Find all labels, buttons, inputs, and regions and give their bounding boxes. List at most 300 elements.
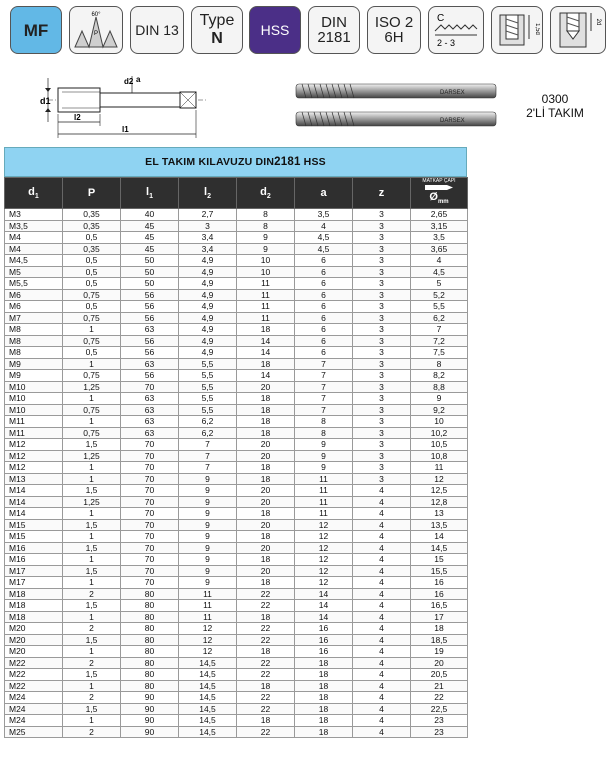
table-cell: 3,4	[179, 243, 237, 255]
table-cell: 0,5	[63, 232, 121, 244]
table-cell: 22,5	[411, 703, 468, 715]
table-cell: 3,4	[179, 232, 237, 244]
table-cell: 2	[63, 692, 121, 704]
table-cell: 80	[121, 646, 179, 658]
table-cell: 4	[353, 542, 411, 554]
table-cell: 3	[353, 232, 411, 244]
table-cell: 10,2	[411, 427, 468, 439]
table-cell: M24	[5, 715, 63, 727]
drill-header-caption: MATKAP ÇAPI	[422, 178, 456, 184]
table-cell: 90	[121, 692, 179, 704]
table-cell: 4	[353, 565, 411, 577]
table-cell: 2,7	[179, 209, 237, 221]
table-cell: 2	[63, 588, 121, 600]
table-cell: M8	[5, 324, 63, 336]
table-row	[5, 324, 468, 336]
table-cell: 7	[295, 404, 353, 416]
table-cell: 11	[295, 496, 353, 508]
table-cell: 63	[121, 393, 179, 405]
table-cell: 18	[237, 324, 295, 336]
table-cell: 7	[179, 450, 237, 462]
table-cell: 7,5	[411, 347, 468, 359]
table-cell: 3	[353, 278, 411, 290]
table-cell: 9	[237, 232, 295, 244]
chamfer-label: C	[437, 13, 445, 24]
chamfer-value: 2 - 3	[437, 38, 456, 48]
table-cell: 70	[121, 473, 179, 485]
table-title-prefix: EL TAKIM KILAVUZU DIN	[145, 156, 275, 168]
table-cell: 6	[295, 312, 353, 324]
table-cell: 20	[237, 485, 295, 497]
table-cell: 1,5	[63, 485, 121, 497]
table-cell: 80	[121, 680, 179, 692]
table-row	[5, 634, 468, 646]
table-cell: 18	[411, 623, 468, 635]
table-cell: 19	[411, 646, 468, 658]
table-cell: 1	[63, 393, 121, 405]
table-cell: 4,5	[295, 232, 353, 244]
table-row	[5, 278, 468, 290]
table-cell: 8	[237, 209, 295, 221]
table-cell: M10	[5, 404, 63, 416]
table-cell: 4	[353, 600, 411, 612]
table-cell: 9,2	[411, 404, 468, 416]
table-row	[5, 485, 468, 497]
table-cell: 11	[295, 508, 353, 520]
col-header-l2: $l_2$	[179, 178, 237, 209]
table-cell: 17	[411, 611, 468, 623]
din2181-line1: DIN	[321, 14, 347, 31]
table-cell: 11	[179, 611, 237, 623]
table-cell: M24	[5, 692, 63, 704]
table-cell: 1	[63, 473, 121, 485]
diameter-symbol: Ø	[429, 191, 438, 203]
table-cell: 5	[411, 278, 468, 290]
table-cell: 18	[237, 680, 295, 692]
table-row	[5, 588, 468, 600]
a-dimension-label: a	[136, 75, 141, 84]
table-cell: 18	[237, 462, 295, 474]
table-row	[5, 542, 468, 554]
table-cell: M4	[5, 243, 63, 255]
table-cell: 5,5	[179, 381, 237, 393]
table-cell: 4	[353, 646, 411, 658]
table-cell: 18	[295, 726, 353, 738]
table-cell: 70	[121, 519, 179, 531]
table-cell: M3,5	[5, 220, 63, 232]
thread-profile-icon	[72, 9, 120, 51]
table-cell: M12	[5, 450, 63, 462]
table-cell: M22	[5, 657, 63, 669]
table-cell: 0,5	[63, 347, 121, 359]
table-cell: 14	[295, 600, 353, 612]
table-cell: 14	[237, 370, 295, 382]
table-cell: 56	[121, 312, 179, 324]
table-cell: 1,5	[63, 600, 121, 612]
table-cell: 90	[121, 703, 179, 715]
table-cell: 20	[411, 657, 468, 669]
table-cell: 8	[295, 427, 353, 439]
table-row	[5, 715, 468, 727]
chamfer-icon	[431, 9, 481, 51]
table-cell: 56	[121, 347, 179, 359]
table-cell: 1	[63, 324, 121, 336]
table-cell: M22	[5, 669, 63, 681]
table-row	[5, 657, 468, 669]
table-cell: 15,5	[411, 565, 468, 577]
table-row	[5, 393, 468, 405]
table-cell: 13,5	[411, 519, 468, 531]
table-cell: 11	[237, 289, 295, 301]
table-cell: 18	[237, 473, 295, 485]
table-cell: 63	[121, 416, 179, 428]
table-cell: 50	[121, 255, 179, 267]
table-cell: 13	[411, 508, 468, 520]
din13-label: DIN 13	[135, 21, 179, 38]
table-cell: 2,65	[411, 209, 468, 221]
table-cell: 5,5	[179, 358, 237, 370]
table-cell: 70	[121, 565, 179, 577]
table-row	[5, 232, 468, 244]
table-cell: 1,5	[63, 519, 121, 531]
table-cell: 4	[353, 508, 411, 520]
table-cell: 11	[179, 600, 237, 612]
table-row	[5, 289, 468, 301]
table-cell: M20	[5, 634, 63, 646]
table-cell: 4	[353, 726, 411, 738]
chamfer-badge	[428, 6, 484, 54]
table-cell: 8,8	[411, 381, 468, 393]
table-cell: 3	[353, 427, 411, 439]
table-cell: 0,35	[63, 243, 121, 255]
table-cell: 63	[121, 358, 179, 370]
table-cell: 3	[353, 462, 411, 474]
table-cell: 12	[295, 577, 353, 589]
table-row	[5, 312, 468, 324]
table-cell: 14,5	[179, 669, 237, 681]
table-cell: 12	[411, 473, 468, 485]
table-cell: 4,9	[179, 301, 237, 313]
table-cell: M8	[5, 347, 63, 359]
table-cell: 18	[237, 358, 295, 370]
table-cell: 10	[237, 266, 295, 278]
table-cell: 3	[353, 301, 411, 313]
table-cell: 14,5	[179, 680, 237, 692]
table-cell: M10	[5, 393, 63, 405]
table-cell: 70	[121, 462, 179, 474]
table-cell: 0,75	[63, 335, 121, 347]
table-cell: M18	[5, 588, 63, 600]
table-cell: 22	[411, 692, 468, 704]
table-row	[5, 301, 468, 313]
table-cell: 11	[411, 462, 468, 474]
table-cell: 1	[63, 416, 121, 428]
table-cell: 20	[237, 496, 295, 508]
table-cell: 1	[63, 358, 121, 370]
table-cell: 16	[295, 623, 353, 635]
table-cell: 4	[411, 255, 468, 267]
table-cell: 0,35	[63, 220, 121, 232]
table-cell: 6	[295, 266, 353, 278]
table-row	[5, 623, 468, 635]
table-cell: 22	[237, 669, 295, 681]
table-cell: 1	[63, 646, 121, 658]
table-cell: 4	[353, 485, 411, 497]
table-cell: 12	[295, 519, 353, 531]
table-cell: 0,75	[63, 289, 121, 301]
table-cell: 6	[295, 255, 353, 267]
table-cell: 7	[411, 324, 468, 336]
l1-dimension-label: l1	[122, 125, 129, 134]
table-cell: 14,5	[179, 657, 237, 669]
table-cell: 4	[353, 692, 411, 704]
table-row	[5, 209, 468, 221]
table-cell: 14	[237, 335, 295, 347]
table-cell: 1	[63, 611, 121, 623]
table-cell: 22	[237, 623, 295, 635]
table-cell: 50	[121, 266, 179, 278]
table-cell: 6	[295, 289, 353, 301]
table-cell: 4	[353, 519, 411, 531]
table-cell: M16	[5, 542, 63, 554]
table-cell: 20,5	[411, 669, 468, 681]
table-cell: 8	[295, 416, 353, 428]
table-cell: 18	[237, 531, 295, 543]
table-row	[5, 335, 468, 347]
table-cell: M7	[5, 312, 63, 324]
table-cell: 22	[237, 600, 295, 612]
table-row	[5, 255, 468, 267]
table-cell: 80	[121, 588, 179, 600]
table-cell: 45	[121, 232, 179, 244]
table-cell: 3	[353, 312, 411, 324]
table-cell: 14,5	[179, 692, 237, 704]
table-cell: 56	[121, 335, 179, 347]
table-row	[5, 519, 468, 531]
table-cell: 10	[411, 416, 468, 428]
table-row	[5, 450, 468, 462]
table-cell: 4,9	[179, 266, 237, 278]
table-cell: M15	[5, 531, 63, 543]
table-cell: 70	[121, 508, 179, 520]
table-cell: M8	[5, 335, 63, 347]
table-cell: 70	[121, 531, 179, 543]
table-cell: 12,8	[411, 496, 468, 508]
table-cell: 3	[353, 243, 411, 255]
table-cell: M20	[5, 623, 63, 635]
table-cell: 12	[295, 554, 353, 566]
table-cell: 1,5	[63, 669, 121, 681]
table-cell: M14	[5, 496, 63, 508]
table-cell: 3	[353, 450, 411, 462]
table-cell: 6,2	[179, 416, 237, 428]
mf-badge	[10, 6, 62, 54]
depth1-value: 1,5d	[534, 23, 540, 35]
table-cell: 20	[237, 565, 295, 577]
table-cell: M12	[5, 439, 63, 451]
table-cell: 22	[237, 588, 295, 600]
table-cell: 22	[237, 634, 295, 646]
table-cell: 8	[411, 358, 468, 370]
table-cell: 11	[295, 485, 353, 497]
table-row	[5, 496, 468, 508]
table-cell: 45	[121, 243, 179, 255]
table-title-suffix: HSS	[300, 156, 326, 168]
table-cell: 70	[121, 554, 179, 566]
table-cell: 12	[295, 531, 353, 543]
table-cell: 5,5	[179, 404, 237, 416]
type-value: N	[211, 30, 223, 47]
table-cell: 45	[121, 220, 179, 232]
table-cell: 9	[411, 393, 468, 405]
table-cell: 16	[411, 588, 468, 600]
table-cell: 4	[353, 715, 411, 727]
table-cell: M22	[5, 680, 63, 692]
table-cell: 0,5	[63, 255, 121, 267]
table-cell: 70	[121, 577, 179, 589]
table-cell: 70	[121, 496, 179, 508]
table-row	[5, 554, 468, 566]
table-cell: 14	[295, 611, 353, 623]
table-cell: M24	[5, 703, 63, 715]
table-cell: 7	[295, 381, 353, 393]
table-row	[5, 358, 468, 370]
table-cell: 6,2	[411, 312, 468, 324]
tap-2	[296, 112, 496, 126]
table-cell: 3	[353, 370, 411, 382]
table-cell: 4,9	[179, 255, 237, 267]
table-cell: 12	[295, 565, 353, 577]
table-cell: 6	[295, 301, 353, 313]
table-cell: 14	[295, 588, 353, 600]
col-header-l1: $l_1$	[121, 178, 179, 209]
table-cell: 18	[237, 404, 295, 416]
table-cell: 1,25	[63, 496, 121, 508]
table-cell: 3	[353, 393, 411, 405]
table-cell: 40	[121, 209, 179, 221]
table-cell: 9	[179, 542, 237, 554]
table-cell: 14,5	[179, 726, 237, 738]
table-cell: 9	[179, 496, 237, 508]
table-cell: M11	[5, 416, 63, 428]
table-cell: 6	[295, 335, 353, 347]
hss-label: HSS	[260, 21, 290, 38]
table-cell: M9	[5, 358, 63, 370]
table-cell: 3	[353, 209, 411, 221]
table-cell: 4	[353, 554, 411, 566]
table-cell: 1	[63, 531, 121, 543]
table-cell: 70	[121, 450, 179, 462]
table-cell: 10,8	[411, 450, 468, 462]
table-cell: 1	[63, 554, 121, 566]
table-cell: 14,5	[179, 715, 237, 727]
table-cell: 1	[63, 462, 121, 474]
thread-pitch-label: P	[93, 31, 99, 37]
table-cell: M18	[5, 600, 63, 612]
table-cell: 4	[353, 496, 411, 508]
table-cell: M14	[5, 508, 63, 520]
din2181-badge	[308, 6, 360, 54]
table-cell: 1	[63, 715, 121, 727]
diameter-unit: mm	[437, 199, 449, 206]
table-cell: 11	[237, 301, 295, 313]
table-cell: 4	[353, 703, 411, 715]
blind-hole-depth-icon	[494, 9, 540, 51]
table-row	[5, 508, 468, 520]
table-cell: M5	[5, 266, 63, 278]
table-cell: 16	[295, 646, 353, 658]
table-cell: 3	[353, 324, 411, 336]
din2181-line2: 2181	[317, 29, 351, 46]
table-row	[5, 347, 468, 359]
table-cell: 1,5	[63, 703, 121, 715]
table-cell: 4	[295, 220, 353, 232]
table-cell: 2	[63, 726, 121, 738]
table-cell: 20	[237, 381, 295, 393]
table-cell: 20	[237, 450, 295, 462]
table-row	[5, 726, 468, 738]
table-cell: 6,2	[179, 427, 237, 439]
table-cell: 9	[179, 508, 237, 520]
table-cell: 18	[295, 692, 353, 704]
table-cell: 6	[295, 278, 353, 290]
table-cell: 70	[121, 381, 179, 393]
table-cell: M6	[5, 301, 63, 313]
table-cell: M6	[5, 289, 63, 301]
table-cell: 9	[295, 462, 353, 474]
table-cell: 3	[353, 358, 411, 370]
table-cell: 9	[179, 485, 237, 497]
table-cell: 18	[295, 680, 353, 692]
table-cell: 18	[237, 554, 295, 566]
table-cell: 3,15	[411, 220, 468, 232]
col-header-drill-diameter	[411, 178, 468, 209]
table-cell: 70	[121, 542, 179, 554]
table-cell: 3,5	[411, 232, 468, 244]
tap-2-brand: DARSEX	[440, 118, 465, 124]
table-cell: 18	[295, 715, 353, 727]
table-cell: 9	[179, 519, 237, 531]
table-cell: 63	[121, 324, 179, 336]
table-cell: 20	[237, 439, 295, 451]
table-title-norm: 2181	[274, 156, 301, 168]
table-cell: 80	[121, 657, 179, 669]
table-cell: 80	[121, 669, 179, 681]
table-cell: 7	[295, 393, 353, 405]
table-cell: 80	[121, 600, 179, 612]
table-row	[5, 439, 468, 451]
l2-dimension-label: l2	[74, 113, 81, 122]
table-cell: M5,5	[5, 278, 63, 290]
table-cell: 1,5	[63, 439, 121, 451]
table-cell: 70	[121, 439, 179, 451]
table-row	[5, 473, 468, 485]
depth2-value: 2d	[595, 18, 601, 26]
table-body	[5, 209, 468, 738]
table-cell: 2	[63, 623, 121, 635]
table-row	[5, 220, 468, 232]
table-cell: 7	[179, 462, 237, 474]
table-cell: 1,5	[63, 634, 121, 646]
table-cell: M17	[5, 565, 63, 577]
table-cell: 18	[295, 703, 353, 715]
through-hole-depth-icon	[554, 9, 602, 51]
table-cell: M12	[5, 462, 63, 474]
table-cell: M10	[5, 381, 63, 393]
table-row	[5, 565, 468, 577]
tap-set-photo	[290, 78, 500, 136]
table-cell: 14	[411, 531, 468, 543]
